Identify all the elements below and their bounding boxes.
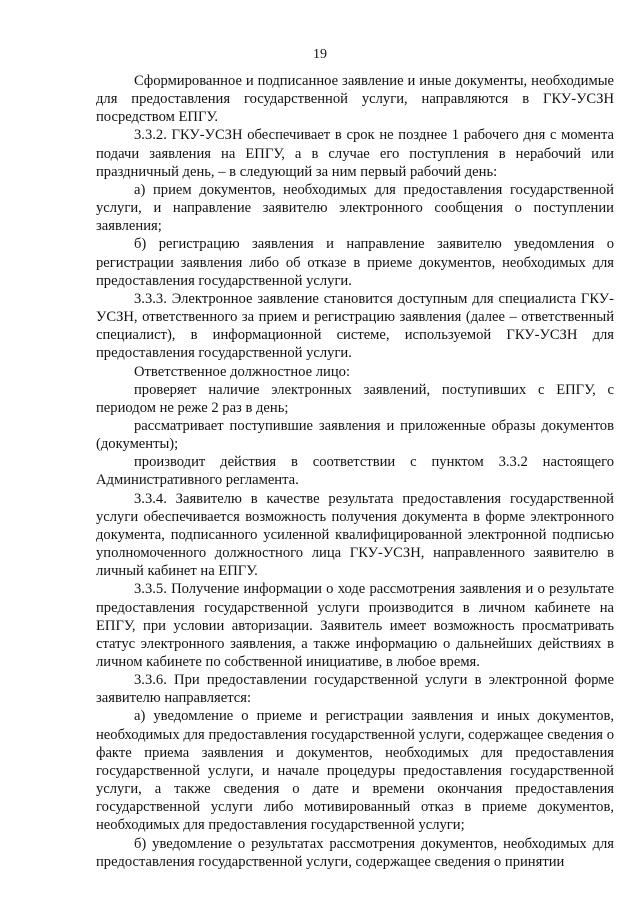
paragraph-reviews: рассматривает поступившие заявления и приложенные образы документов (документы); [96,417,614,453]
paragraph-3-3-2-b: б) регистрацию заявления и направление заявителю уведомления о регистрации заявления либо об отказе в приеме документов, необходимых для предоставления государственной услуги. [96,236,614,289]
document-body [96,72,614,871]
paragraph-3-3-6: 3.3.6. При предоставлении государственной услуги в электронной форме заявителю направляется: [96,672,614,707]
paragraph-3-3-3: 3.3.3. Электронное заявление становится доступным для специалиста ГКУ-УСЗН, ответственного за прием и регистрацию заявления (далее – ответственный специалист), в информационной системе, используемой ГКУ-УСЗН для предоставления государственной услуги. [96,290,614,362]
paragraph-3-3-2-a: а) прием документов, необходимых для предоставления государственной услуги, и направление заявителю электронного сообщения о поступлении заявления; [96,181,614,235]
paragraph-3-3-2: 3.3.2. ГКУ-УСЗН обеспечивает в срок не позднее 1 рабочего дня с момента подачи заявления на ЕПГУ, а в случае его поступления в нерабочий или праздничный день, – в следующий за ним первый рабочий день: [96,127,614,180]
paragraph-submission: Сформированное и подписанное заявление и иные документы, необходимые для предоставления государственной услуги, направляются в ГКУ-УСЗН посредством ЕПГУ. [96,73,614,126]
paragraph-3-3-6-a: а) уведомление о приеме и регистрации заявления и иных документов, необходимых для предоставления государственной услуги, содержащее сведения о факте приема заявления и документов, необходимых для предоставления государственной услуги, и начале процедуры предоставления государственной услуги, а также сведения о дате и времени окончания предоставления государственной услуги либо мотивированный отказ в приеме документов, необходимых для предоставления государственной услуги; [96,708,614,834]
paragraph-3-3-6-b: б) уведомление о результатах рассмотрения документов, необходимых для предоставления государственной услуги, содержащее сведения о принятии [96,835,614,870]
paragraph-checks: проверяет наличие электронных заявлений, поступивших с ЕПГУ, с периодом не реже 2 раз в день; [96,381,614,416]
paragraph-performs: производит действия в соответствии с пунктом 3.3.2 настоящего Административного регламента. [96,454,614,489]
page-number: 19 [313,47,327,62]
paragraph-responsible-official: Ответственное должностное лицо: [134,363,350,380]
paragraph-3-3-5: 3.3.5. Получение информации о ходе рассмотрения заявления и о результате предоставления государственной услуги производится в личном кабинете на ЕПГУ, при условии авторизации. Заявитель имеет возможность просматривать статус электронного заявления, а также информацию о дальнейших действиях в личном кабинете по собственной инициативе, в любое время. [96,581,614,670]
paragraph-3-3-4: 3.3.4. Заявителю в качестве результата предоставления государственной услуги обеспечивается возможность получения документа в форме электронного документа, подписанного усиленной квалифицированной электронной подписью уполномоченного должностного лица ГКУ-УСЗН, направленного заявителю в личный кабинет на ЕПГУ. [96,490,614,580]
